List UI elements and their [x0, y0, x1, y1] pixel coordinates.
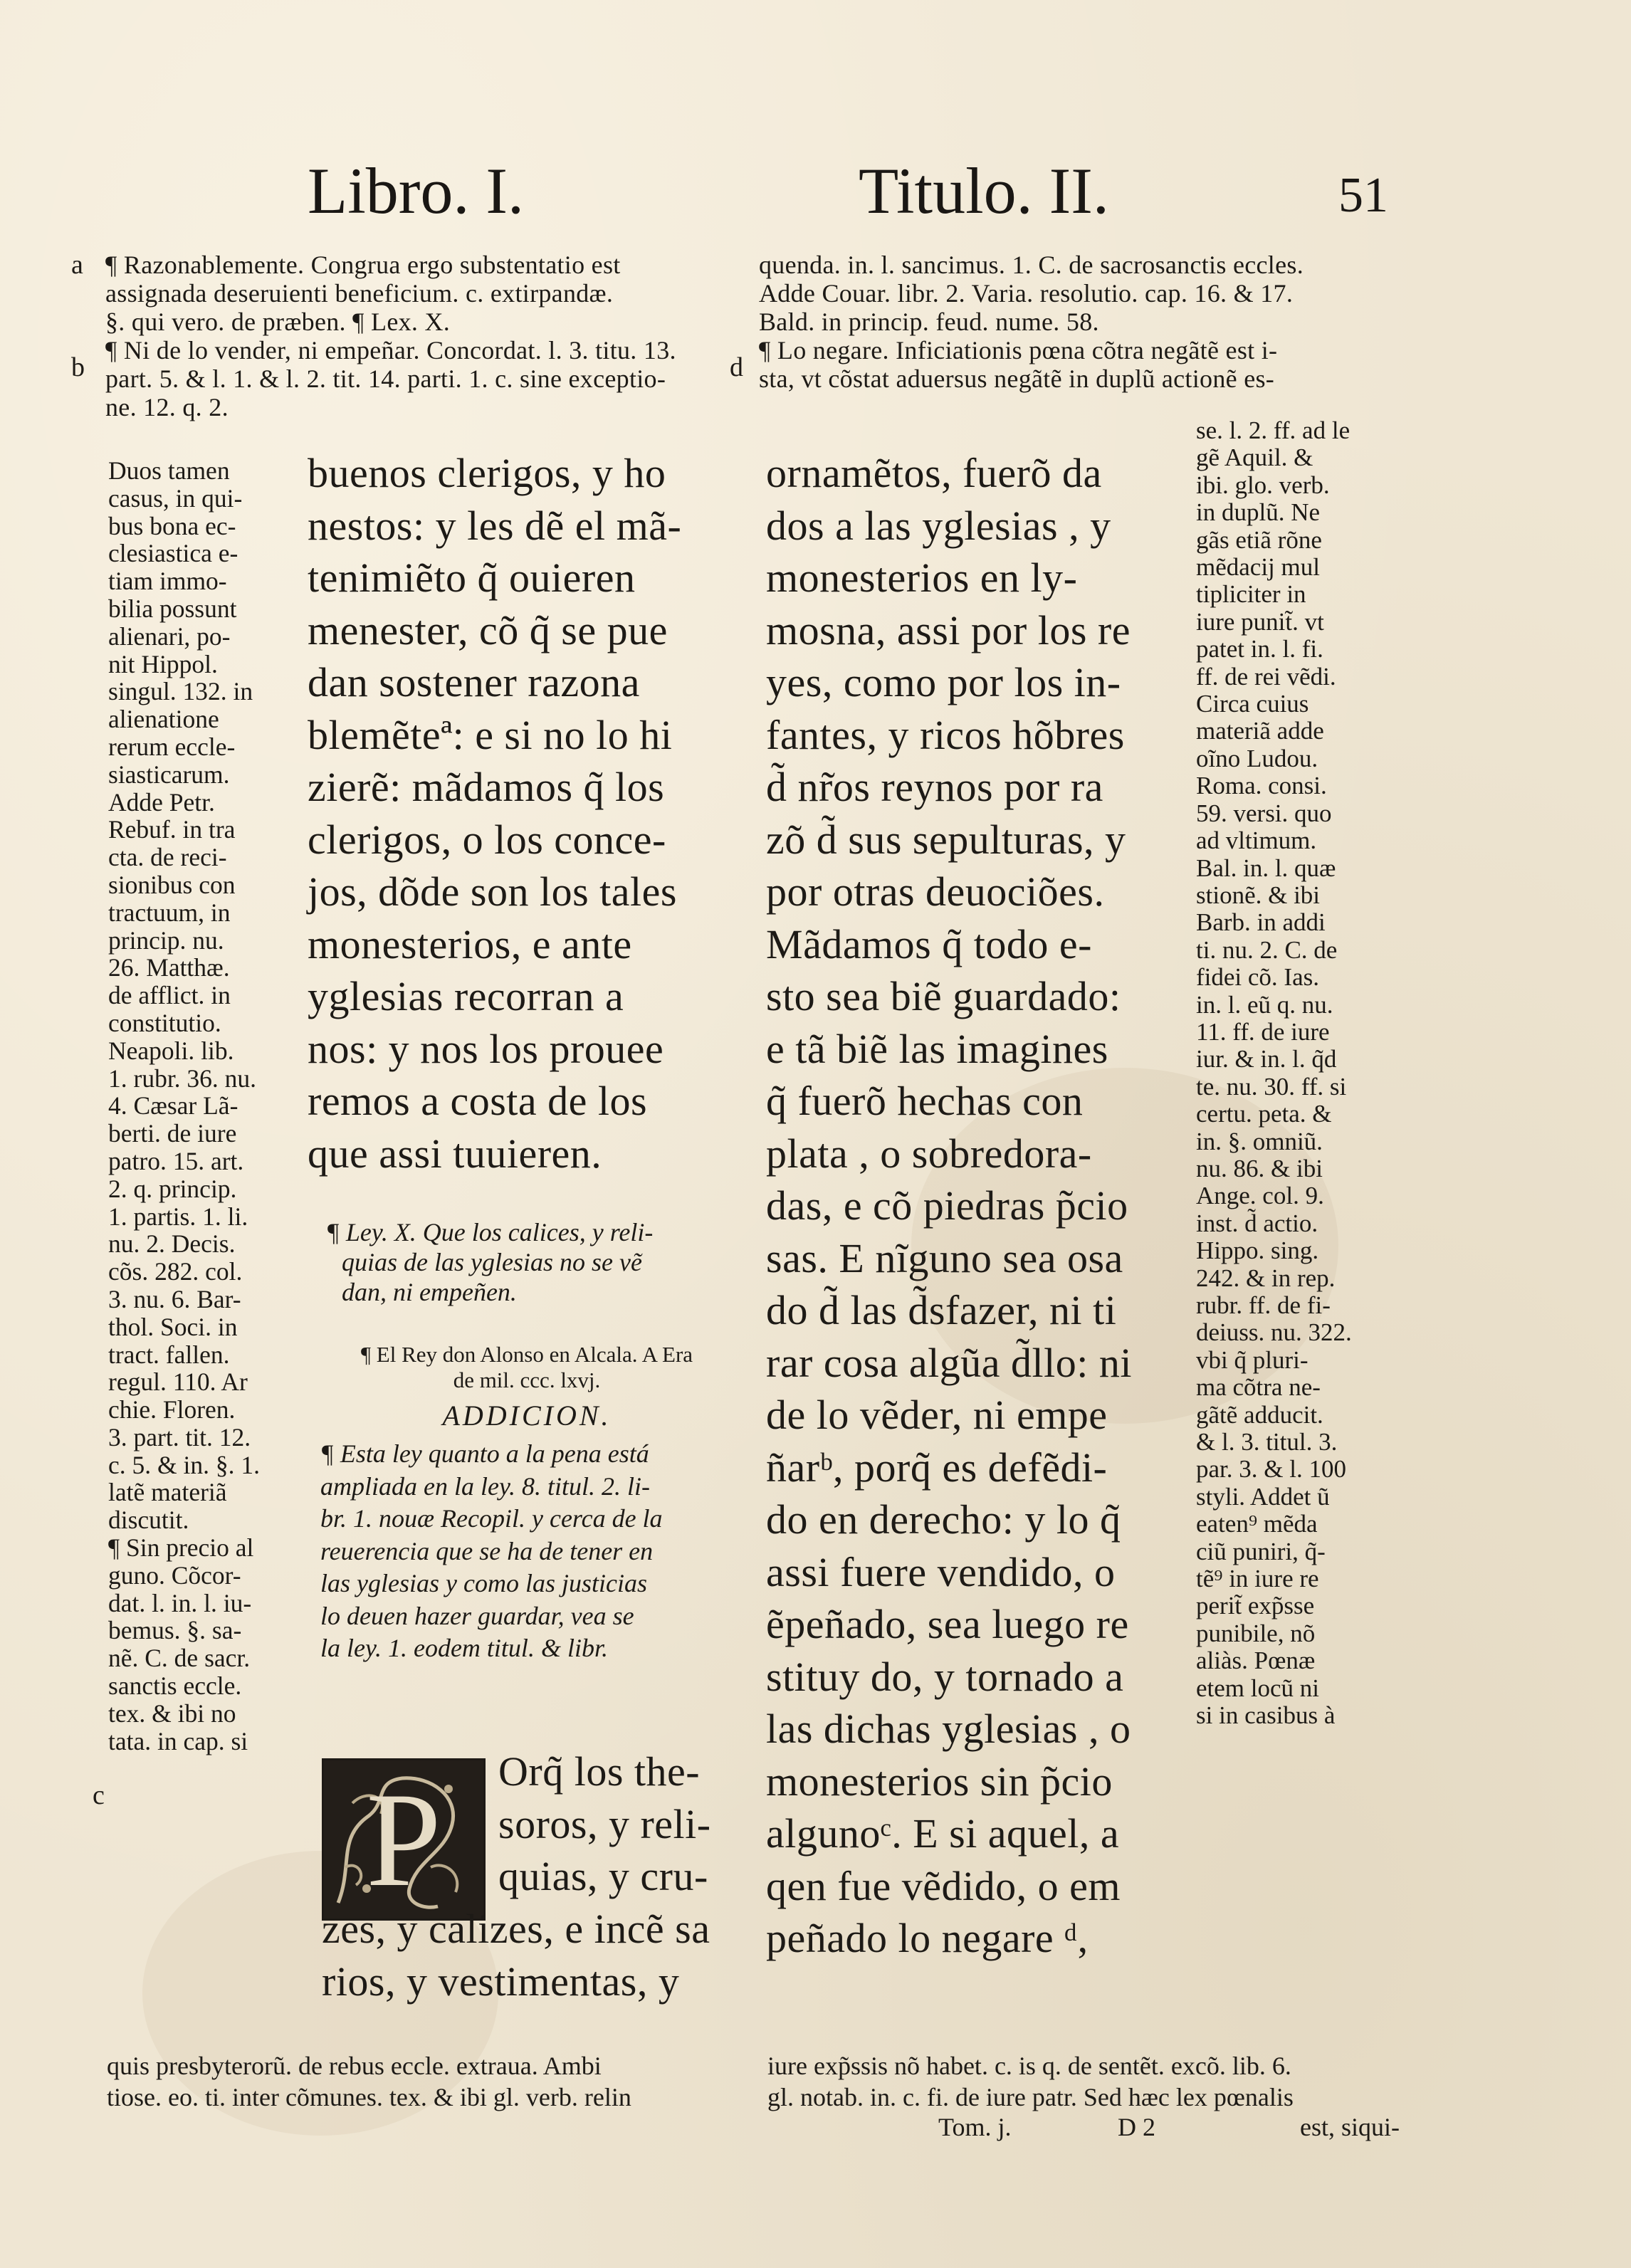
- note-marker-c: c: [93, 1780, 105, 1810]
- main-line: dan sostener razona: [308, 659, 640, 705]
- margin-line: 59. versi. quo: [1196, 799, 1332, 827]
- note-line: tiose. eo. ti. inter cõmunes. tex. & ibi gl. verb. relin: [107, 2083, 631, 2111]
- main-line: dos a las yglesias , y: [766, 502, 1111, 549]
- margin-line: rubr. ff. de fi-: [1196, 1291, 1331, 1319]
- margin-line: in. l. eũ q. nu.: [1196, 990, 1333, 1019]
- main-line: quias, y cru-: [498, 1853, 708, 1899]
- folio-number: 51: [1338, 168, 1388, 223]
- bottom-left-notes: [107, 2050, 631, 2113]
- margin-line: 1. partis. 1. li.: [108, 1202, 248, 1231]
- main-line: zes, y calizes, e incẽ sa: [322, 1906, 710, 1952]
- note-line: ¶ Lo negare. Inficiationis pœna cõtra negãtẽ est i-: [759, 336, 1278, 364]
- margin-line: perit̃ exp̃sse: [1196, 1592, 1315, 1620]
- margin-line: 242. & in rep.: [1196, 1264, 1336, 1292]
- margin-line: inst. d̃ actio.: [1196, 1209, 1318, 1237]
- margin-line: eaten⁹ mẽda: [1196, 1510, 1318, 1538]
- main-line: monesterios sin p̃cio: [766, 1758, 1113, 1805]
- note-line: ¶ Ni de lo vender, ni empeñar. Concordat. l. 3. titu. 13.: [105, 336, 676, 364]
- main-line: monesterios en ly-: [766, 555, 1078, 601]
- margin-line: ff. de rei vẽdi.: [1196, 662, 1336, 691]
- margin-line: sanctis eccle.: [108, 1671, 242, 1701]
- margin-line: gãs etiã rõne: [1196, 525, 1322, 554]
- margin-line: bilia possunt: [108, 594, 237, 623]
- margin-line: ibi. glo. verb.: [1196, 471, 1330, 499]
- addicion-line: la ley. 1. eodem titul. & libr.: [320, 1634, 608, 1662]
- margin-line: Adde Petr.: [108, 787, 215, 817]
- margin-line: stionẽ. & ibi: [1196, 881, 1321, 909]
- main-text-column-2: [766, 447, 1132, 1965]
- margin-line: clesiastica e-: [108, 539, 238, 568]
- margin-line: 26. Matthæ.: [108, 953, 230, 982]
- margin-line: gẽ Aquil. &: [1196, 443, 1313, 472]
- addicion-heading: ADDICION.: [442, 1400, 612, 1432]
- margin-line: siasticarum.: [108, 760, 230, 789]
- running-head-book: Libro. I.: [308, 154, 525, 227]
- margin-line: nit Hippol.: [108, 649, 218, 678]
- margin-line: ad vltimum.: [1196, 826, 1317, 855]
- margin-line: oĩno Ludou.: [1196, 744, 1318, 772]
- top-left-notes: [105, 251, 676, 421]
- note-line: §. qui vero. de præben. ¶ Lex. X.: [105, 308, 451, 336]
- margin-line: Barb. in addi: [1196, 908, 1326, 937]
- left-margin-notes: [108, 457, 260, 1755]
- margin-line: de afflict. in: [108, 981, 231, 1010]
- margin-line: guno. Cõcor-: [108, 1560, 241, 1590]
- margin-line: nu. 86. & ibi: [1196, 1154, 1323, 1182]
- margin-line: etem locũ ni: [1196, 1674, 1320, 1702]
- margin-line: latẽ materiã: [108, 1478, 227, 1507]
- margin-line: alienatione: [108, 705, 219, 734]
- margin-line: discutit.: [108, 1506, 189, 1535]
- main-line: q̃ fuerõ hechas con: [766, 1078, 1084, 1124]
- margin-line: tipliciter in: [1196, 580, 1306, 609]
- margin-line: nẽ. C. de sacr.: [108, 1644, 251, 1673]
- margin-line: cõs. 282. col.: [108, 1257, 243, 1286]
- main-line: rar cosa algũa d̃llo: ni: [766, 1339, 1132, 1386]
- right-margin-notes: [1196, 417, 1352, 1730]
- note-line: Bald. in princip. feud. nume. 58.: [759, 308, 1099, 336]
- main-line: jos, dõde son los tales: [308, 868, 677, 915]
- main-line: algunoᶜ. E si aquel, a: [766, 1810, 1120, 1857]
- margin-line: Rebuf. in tra: [108, 815, 236, 844]
- main-line: do d̃ las d̃sfazer, ni ti: [766, 1287, 1117, 1333]
- note-line: quis presbyterorũ. de rebus eccle. extraua. Ambi: [107, 2052, 602, 2080]
- margin-line: 2. q. princip.: [108, 1174, 237, 1203]
- main-line: assi fuere vendido, o: [766, 1548, 1116, 1595]
- addicion-line: ampliada en la ley. 8. titul. 2. li-: [320, 1471, 650, 1501]
- margin-line: se. l. 2. ff. ad le: [1196, 416, 1351, 444]
- note-line: part. 5. & l. 1. & l. 2. tit. 14. parti. 1. c. sine exceptio-: [105, 364, 666, 393]
- main-line: fantes, y ricos hõbres: [766, 711, 1125, 758]
- main-line: por otras deuociões.: [766, 868, 1105, 915]
- note-line: sta, vt cõstat aduersus negãtẽ in duplũ actionẽ es-: [759, 364, 1275, 393]
- main-line: nos: y nos los prouee: [308, 1025, 664, 1072]
- law-heading: [326, 1217, 653, 1307]
- main-line: d̃ nr̃os reynos por ra: [766, 764, 1103, 810]
- margin-line: patro. 15. art.: [108, 1146, 244, 1175]
- margin-line: constitutio.: [108, 1008, 221, 1037]
- main-text-column-1: [308, 447, 681, 1180]
- note-line: gl. notab. in. c. fi. de iure patr. Sed hæc lex pœnalis: [767, 2083, 1294, 2111]
- main-line: soros, y reli-: [498, 1800, 711, 1847]
- main-text-after-initial: [498, 1745, 711, 1903]
- main-line: qen fue vẽdido, o em: [766, 1862, 1121, 1909]
- main-line: clerigos, o los conce-: [308, 816, 666, 863]
- main-line: zõ d̃ sus sepulturas, y: [766, 816, 1126, 863]
- margin-line: in duplũ. Ne: [1196, 498, 1321, 527]
- promulgation-note: [327, 1342, 726, 1393]
- margin-line: si in casibus à: [1196, 1701, 1336, 1730]
- law-heading-line: dan, ni empeñen.: [342, 1278, 517, 1306]
- margin-line: c. 5. & in. §. 1.: [108, 1450, 260, 1479]
- margin-line: iure punit̃. vt: [1196, 607, 1324, 636]
- margin-line: ma cõtra ne-: [1196, 1373, 1321, 1402]
- main-line: Orq̃ los the-: [498, 1748, 701, 1795]
- margin-line: mẽdacij mul: [1196, 553, 1320, 582]
- note-line: quenda. in. l. sancimus. 1. C. de sacrosanctis eccles.: [759, 251, 1304, 279]
- addicion-line: reuerencia que se ha de tener en: [320, 1536, 654, 1565]
- margin-line: te. nu. 30. ff. si: [1196, 1072, 1347, 1101]
- main-line: stituy do, y tornado a: [766, 1653, 1124, 1700]
- main-line: nestos: y les dẽ el mã-: [308, 502, 682, 549]
- note-line: ne. 12. q. 2.: [105, 393, 229, 421]
- main-line: zierẽ: mãdamos q̃ los: [308, 764, 665, 810]
- promulgation-line: ¶ El Rey don Alonso en Alcala. A Era: [360, 1342, 693, 1367]
- main-line: que assi tuuieren.: [308, 1130, 602, 1177]
- margin-line: nu. 2. Decis.: [108, 1229, 236, 1259]
- margin-line: 4. Cæsar Lã-: [108, 1091, 238, 1120]
- note-line: Adde Couar. libr. 2. Varia. resolutio. cap. 16. & 17.: [759, 279, 1294, 308]
- main-line: e tã biẽ las imagines: [766, 1025, 1108, 1072]
- addicion-line: las yglesias y como las justicias: [320, 1569, 647, 1597]
- margin-line: fidei cõ. Ias.: [1196, 963, 1319, 992]
- margin-line: tẽ⁹ in iure re: [1196, 1565, 1319, 1593]
- margin-line: singul. 132. in: [108, 677, 253, 706]
- main-line: Mãdamos q̃ todo e-: [766, 920, 1092, 967]
- margin-line: tractuum, in: [108, 898, 231, 927]
- margin-line: ti. nu. 2. C. de: [1196, 935, 1338, 964]
- margin-line: Roma. consi.: [1196, 772, 1327, 800]
- main-line: ẽpeñado, sea luego re: [766, 1601, 1129, 1647]
- margin-line: sionibus con: [108, 870, 236, 899]
- addicion-text: [320, 1438, 663, 1665]
- top-right-notes: [759, 251, 1304, 393]
- main-line: ornamẽtos, fuerõ da: [766, 450, 1102, 496]
- main-line: remos a costa de los: [308, 1078, 648, 1124]
- margin-line: gãtẽ adducit.: [1196, 1400, 1323, 1429]
- margin-line: tex. & ibi no: [108, 1699, 236, 1728]
- margin-line: iur. & in. l. q̃d: [1196, 1045, 1337, 1073]
- volume-mark: Tom. j.: [938, 2113, 1012, 2141]
- note-marker-d: d: [730, 352, 743, 382]
- margin-line: bemus. §. sa-: [108, 1616, 242, 1645]
- main-line: rios, y vestimentas, y: [322, 1958, 680, 2005]
- margin-line: 11. ff. de iure: [1196, 1017, 1330, 1046]
- margin-line: dat. l. in. l. iu-: [108, 1588, 252, 1617]
- main-line: das, e cõ piedras p̃cio: [766, 1182, 1128, 1229]
- margin-line: ciũ puniri, q̃-: [1196, 1537, 1326, 1565]
- addicion-line: lo deuen hazer guardar, vea se: [320, 1601, 634, 1630]
- margin-line: casus, in qui-: [108, 483, 243, 513]
- signature-mark: D 2: [1118, 2113, 1155, 2141]
- main-line: tenimiẽto q̃ ouieren: [308, 555, 636, 601]
- margin-line: 1. rubr. 36. nu.: [108, 1064, 257, 1093]
- note-marker-b: b: [71, 352, 85, 382]
- margin-line: tract. fallen.: [108, 1340, 230, 1369]
- main-line: de lo vẽder, ni empe: [766, 1392, 1108, 1438]
- main-line: buenos clerigos, y ho: [308, 450, 666, 496]
- main-line: las dichas yglesias , o: [766, 1706, 1131, 1752]
- note-marker-a: a: [71, 250, 83, 280]
- main-line: sto sea biẽ guardado:: [766, 973, 1121, 1019]
- margin-line: rerum eccle-: [108, 732, 236, 761]
- promulgation-line: de mil. ccc. lxvj.: [453, 1367, 601, 1392]
- note-line: ¶ Razonablemente. Congrua ergo substentatio est: [105, 251, 621, 279]
- foliage-ornament-icon: [324, 1760, 483, 1918]
- margin-line: deiuss. nu. 322.: [1196, 1318, 1352, 1347]
- main-line: peñado lo negare ᵈ,: [766, 1915, 1089, 1961]
- margin-line: Bal. in. l. quæ: [1196, 854, 1336, 882]
- margin-line: in. §. omniũ.: [1196, 1127, 1323, 1155]
- margin-line: styli. Addet ũ: [1196, 1482, 1330, 1511]
- margin-line: certu. peta. &: [1196, 1100, 1332, 1128]
- note-line: assignada deseruienti beneficium. c. extirpandæ.: [105, 279, 614, 308]
- margin-line: tata. in cap. si: [108, 1726, 248, 1755]
- margin-line: punibile, nõ: [1196, 1619, 1316, 1647]
- main-line: monesterios, e ante: [308, 920, 632, 967]
- main-line: yglesias recorran a: [308, 973, 624, 1019]
- margin-line: Duos tamen: [108, 456, 230, 485]
- law-heading-line: quias de las yglesias no se vẽ: [342, 1248, 642, 1276]
- decorated-initial: [322, 1758, 486, 1921]
- main-line: sas. E nĩguno sea osa: [766, 1234, 1123, 1281]
- bottom-right-notes: [767, 2050, 1294, 2113]
- main-line: plata , o sobredora-: [766, 1130, 1092, 1177]
- main-line: blemẽteª: e si no lo hi: [308, 711, 673, 758]
- margin-line: Ange. col. 9.: [1196, 1182, 1324, 1210]
- margin-line: alienari, po-: [108, 621, 231, 651]
- margin-line: 3. nu. 6. Bar-: [108, 1284, 241, 1313]
- main-line: mosna, assi por los re: [766, 607, 1131, 653]
- margin-line: princip. nu.: [108, 925, 224, 955]
- margin-line: tiam immo-: [108, 567, 227, 596]
- margin-line: 3. part. tit. 12.: [108, 1422, 251, 1451]
- margin-line: cta. de reci-: [108, 843, 227, 872]
- margin-line: ¶ Sin precio al: [108, 1533, 254, 1563]
- margin-line: vbi q̃ pluri-: [1196, 1345, 1309, 1374]
- main-text-column-1-tail: [322, 1903, 710, 2007]
- margin-line: regul. 110. Ar: [108, 1367, 248, 1397]
- law-heading-line: ¶ Ley. X. Que los calices, y reli-: [326, 1218, 654, 1246]
- margin-line: & l. 3. titul. 3.: [1196, 1428, 1338, 1456]
- addicion-line: ¶ Esta ley quanto a la pena está: [320, 1439, 649, 1468]
- margin-line: chie. Floren.: [108, 1395, 236, 1424]
- margin-line: materiã adde: [1196, 717, 1324, 745]
- margin-line: thol. Soci. in: [108, 1312, 238, 1341]
- running-head-title: Titulo. II.: [859, 154, 1109, 227]
- margin-line: Neapoli. lib.: [108, 1036, 234, 1065]
- addicion-line: br. 1. nouæ Recopil. y cerca de la: [320, 1504, 663, 1533]
- margin-line: par. 3. & l. 100: [1196, 1455, 1346, 1484]
- margin-line: Hippo. sing.: [1196, 1237, 1319, 1265]
- margin-line: berti. de iure: [108, 1119, 237, 1148]
- main-line: do en derecho: y lo q̃: [766, 1496, 1121, 1543]
- margin-line: patet in. l. fi.: [1196, 635, 1323, 663]
- drop-cap-letter: P: [366, 1765, 441, 1915]
- main-line: ñarᵇ, porq̃ es defẽdi-: [766, 1444, 1108, 1491]
- margin-line: aliàs. Pœnæ: [1196, 1647, 1316, 1675]
- main-line: menester, cõ q̃ se pue: [308, 607, 668, 653]
- margin-line: Circa cuius: [1196, 690, 1309, 718]
- catchword: est, siqui-: [1300, 2113, 1400, 2141]
- margin-line: bus bona ec-: [108, 511, 236, 540]
- main-line: yes, como por los in-: [766, 659, 1121, 705]
- note-line: iure exp̃ssis nõ habet. c. is q. de sentẽt. excõ. lib. 6.: [767, 2052, 1291, 2080]
